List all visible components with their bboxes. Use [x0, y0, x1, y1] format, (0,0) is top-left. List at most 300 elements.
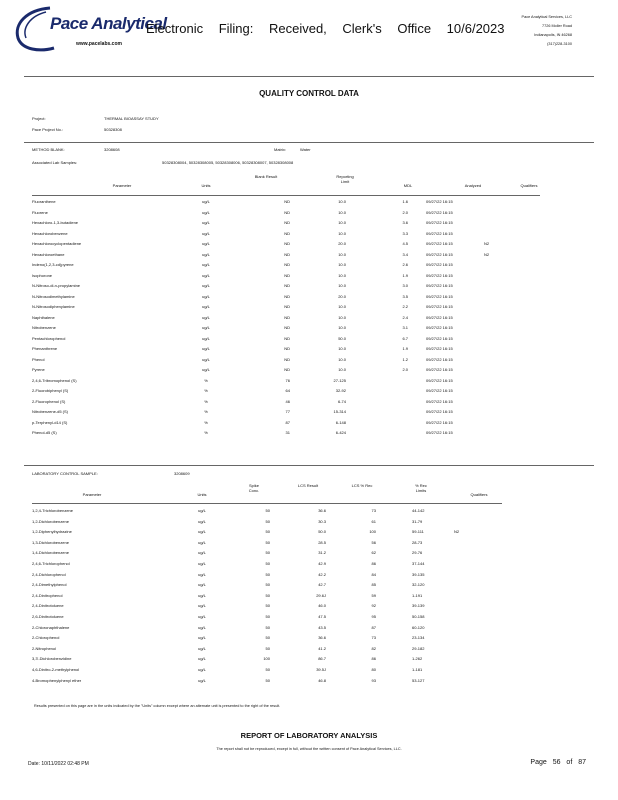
cell-spike: 50	[265, 571, 270, 577]
cell-parameter: Pyrene	[32, 367, 45, 372]
section-title: QUALITY CONTROL DATA	[259, 89, 359, 98]
table-row	[0, 378, 618, 387]
pace-project-value: 50328308	[104, 127, 122, 132]
cell-spike: 50	[265, 518, 270, 524]
cell-parameter: 2,4-Dinitrotoluene	[32, 603, 64, 609]
reproduction-notice: The report shall not be reproduced, except in full, without the written consent of Pace Analytical Services, LLC.	[216, 747, 402, 751]
method-blank-label: METHOD BLANK:	[32, 147, 65, 152]
cell-limits: 32-120	[412, 582, 425, 588]
cell-lcs-rec: 86	[371, 561, 376, 566]
cell-units: ug/L	[198, 656, 206, 662]
cell-mdl: 1.9	[402, 272, 408, 278]
cell-mdl: 3.5	[402, 293, 408, 299]
cell-parameter: 1,4-Dichlorobenzene	[32, 550, 69, 556]
cell-reporting-limit: 6-424	[335, 430, 346, 435]
cell-qualifiers: N2	[484, 241, 490, 246]
cell-reporting-limit: 15-314	[333, 409, 346, 414]
cell-parameter: Hexachlorocyclopentadiene	[32, 241, 82, 246]
cell-blank-result: ND	[284, 262, 290, 267]
cell-lcs-result: 43.5	[318, 624, 326, 630]
cell-spike: 50	[265, 582, 270, 588]
cell-blank-result: ND	[284, 346, 290, 351]
cell-lcs-result: 41.2	[318, 645, 326, 651]
cell-units: ug/L	[202, 199, 210, 204]
cell-blank-result: ND	[284, 293, 290, 299]
col-units: Units	[197, 492, 207, 497]
cell-mdl: 2.0	[402, 367, 408, 372]
cell-reporting-limit: 10.0	[338, 199, 346, 204]
cell-parameter: 1,2-Dichlorobenzene	[32, 518, 69, 524]
table-row	[0, 262, 618, 271]
report-title: REPORT OF LABORATORY ANALYSIS	[240, 731, 378, 740]
cell-lcs-result: 46.0	[318, 603, 326, 609]
cell-lcs-result: 28.5	[318, 539, 326, 545]
col-spike-conc: Spike Conc.	[248, 483, 260, 493]
col-parameter: Parameter	[82, 492, 102, 497]
cell-lcs-rec: 92	[371, 603, 376, 609]
cell-parameter: Phenanthrene	[32, 346, 58, 351]
associated-samples-value: 50328308004, 50328308005, 50328308006, 50328308007, 50328308008	[162, 160, 294, 165]
cell-lcs-rec: 73	[371, 508, 376, 513]
cell-lcs-rec: 85	[371, 582, 376, 588]
cell-units: ug/L	[198, 603, 206, 609]
cell-units: %	[204, 430, 208, 435]
cell-units: ug/L	[198, 582, 206, 588]
cell-analyzed: 09/27/22 16:15	[426, 283, 453, 288]
cell-blank-result: ND	[284, 335, 290, 341]
table-row	[0, 199, 618, 208]
cell-reporting-limit: 10.0	[338, 346, 346, 351]
logo-name: Pace Analytical	[50, 14, 167, 33]
cell-units: ug/L	[198, 614, 206, 619]
cell-analyzed: 09/27/22 16:15	[426, 356, 453, 362]
table-row	[0, 540, 618, 549]
cell-reporting-limit: 10.0	[338, 262, 346, 267]
table-row	[0, 304, 618, 313]
cell-analyzed: 09/27/22 16:15	[426, 209, 453, 215]
cell-limits: 39-139	[412, 603, 425, 609]
cell-units: ug/L	[202, 283, 210, 288]
cell-mdl: 2.2	[402, 304, 408, 309]
cell-reporting-limit: 50.0	[338, 335, 346, 341]
cell-units: ug/L	[198, 508, 206, 513]
cell-lcs-result: 36.6	[318, 508, 326, 513]
address-line: 7726 Moller Road	[542, 24, 572, 28]
cell-spike: 50	[265, 603, 270, 609]
table-row	[0, 582, 618, 591]
pace-project-label: Pace Project No.:	[32, 127, 64, 132]
cell-units: ug/L	[202, 325, 210, 330]
cell-parameter: Phenol	[32, 356, 45, 362]
cell-blank-result: 76	[285, 377, 290, 383]
cell-blank-result: ND	[284, 325, 290, 330]
cell-analyzed: 09/27/22 16:15	[426, 241, 453, 246]
cell-lcs-result: 36.6	[318, 635, 326, 641]
cell-units: ug/L	[202, 335, 210, 341]
col-lcs-result: LCS Result	[297, 483, 319, 488]
cell-analyzed: 09/27/22 16:15	[426, 398, 453, 404]
cell-parameter: Phenol-d5 (S)	[32, 430, 57, 435]
cell-reporting-limit: 10.0	[338, 272, 346, 278]
cell-spike: 100	[263, 656, 270, 662]
page-number: Page 56 of 87	[530, 759, 586, 766]
cell-limits: 50-158	[412, 614, 425, 619]
cell-units: %	[204, 377, 208, 383]
cell-parameter: N-Nitrosodimethylamine	[32, 293, 75, 299]
cell-units: ug/L	[198, 550, 206, 556]
cell-limits: 59-111	[412, 529, 424, 535]
cell-mdl: 2.6	[402, 262, 408, 267]
cell-blank-result: 87	[285, 419, 290, 425]
cell-parameter: 2-Chloronaphthalene	[32, 624, 70, 630]
lab-address	[522, 13, 572, 49]
cell-reporting-limit: 10.0	[338, 220, 346, 225]
cell-parameter: 1,3-Dichlorobenzene	[32, 539, 69, 545]
cell-lcs-result: 42.9	[318, 561, 326, 566]
table-row	[0, 646, 618, 655]
cell-limits: 44-142	[412, 508, 425, 513]
table-row	[0, 550, 618, 559]
cell-units: ug/L	[202, 367, 210, 372]
cell-parameter: Hexachloroethane	[32, 251, 65, 257]
cell-units: ug/L	[198, 677, 206, 683]
cell-analyzed: 09/27/22 16:15	[426, 409, 453, 414]
cell-analyzed: 09/27/22 16:15	[426, 230, 453, 236]
cell-units: ug/L	[202, 251, 210, 257]
cell-parameter: N-Nitrosodiphenylamine	[32, 304, 75, 309]
cell-parameter: 2-Chlorophenol	[32, 635, 60, 641]
cell-lcs-result: 47.5	[318, 614, 326, 619]
cell-parameter: Nitrobenzene-d5 (S)	[32, 409, 69, 414]
matrix-label: Matrix:	[274, 147, 286, 152]
lcs-column-headers	[0, 482, 618, 502]
table-row	[0, 346, 618, 355]
cell-blank-result: ND	[284, 272, 290, 278]
cell-parameter: 1,2-Diphenylhydrazine	[32, 529, 72, 535]
cell-spike: 50	[265, 624, 270, 630]
cell-spike: 50	[265, 667, 270, 672]
table-row	[0, 508, 618, 517]
table-row	[0, 231, 618, 240]
cell-blank-result: ND	[284, 367, 290, 372]
cell-blank-result: ND	[284, 251, 290, 257]
cell-lcs-rec: 61	[371, 518, 376, 524]
cell-analyzed: 09/27/22 16:15	[426, 293, 453, 299]
method-blank-id: 3208608	[104, 147, 120, 152]
method-blank-column-headers	[0, 173, 618, 195]
cell-limits: 23-134	[412, 635, 425, 641]
table-row	[0, 241, 618, 250]
cell-parameter: Isophorone	[32, 272, 53, 278]
cell-units: ug/L	[198, 529, 206, 535]
address-line: (317)228-3100	[547, 42, 572, 46]
cell-lcs-result: 42.2	[318, 571, 326, 577]
cell-units: ug/L	[202, 241, 210, 246]
cell-blank-result: 46	[285, 398, 290, 404]
cell-units: ug/L	[202, 209, 210, 215]
cell-parameter: 2-Fluorobiphenyl (S)	[32, 388, 69, 393]
col-units: Units	[201, 183, 211, 188]
cell-parameter: 4-Bromophenylphenyl ether	[32, 677, 82, 683]
cell-spike: 50	[265, 550, 270, 556]
cell-reporting-limit: 10.0	[338, 230, 346, 236]
cell-analyzed: 09/27/22 16:15	[426, 251, 453, 257]
cell-mdl: 1.2	[402, 356, 408, 362]
cell-units: ug/L	[198, 624, 206, 630]
cell-lcs-result: 39.5J	[316, 667, 326, 672]
cell-reporting-limit: 10.0	[338, 283, 346, 288]
cell-parameter: Pentachlorophenol	[32, 335, 66, 341]
project-value: THERMAL BIOASSAY STUDY	[104, 116, 159, 121]
table-row	[0, 614, 618, 623]
table-row	[0, 273, 618, 282]
section-rule	[24, 142, 594, 143]
table-row	[0, 315, 618, 324]
cell-units: ug/L	[202, 346, 210, 351]
cell-analyzed: 09/27/22 16:15	[426, 314, 453, 320]
col-rec-limits: % Rec Limits	[415, 483, 427, 493]
logo-url: www.pacelabs.com	[76, 41, 122, 47]
table-row	[0, 294, 618, 303]
cell-mdl: 3.6	[402, 220, 408, 225]
results-footnote: Results presented on this page are in the units indicated by the "Units" column except where an alternate unit is presented to the right of the result.	[34, 704, 281, 708]
cell-mdl: 3.0	[402, 283, 408, 288]
col-parameter: Parameter	[112, 183, 132, 188]
cell-lcs-result: 46.8	[318, 677, 326, 683]
cell-blank-result: ND	[284, 220, 290, 225]
cell-analyzed: 09/27/22 16:15	[426, 419, 453, 425]
cell-blank-result: ND	[284, 314, 290, 320]
cell-reporting-limit: 6-74	[337, 398, 346, 404]
cell-reporting-limit: 20.0	[338, 293, 346, 299]
cell-units: ug/L	[198, 571, 206, 577]
cell-analyzed: 09/27/22 16:15	[426, 335, 453, 341]
table-row	[0, 325, 618, 334]
cell-spike: 50	[265, 529, 270, 535]
cell-limits: 1-181	[412, 667, 423, 672]
header-rule	[24, 76, 594, 77]
cell-limits: 31-79	[412, 518, 423, 524]
cell-parameter: Indeno(1,2,3-cd)pyrene	[32, 262, 74, 267]
table-row	[0, 572, 618, 581]
cell-parameter: 2,4,6-Trichlorophenol	[32, 561, 70, 566]
table-row	[0, 656, 618, 665]
cell-parameter: Fluoranthene	[32, 199, 56, 204]
address-line: Pace Analytical Services, LLC	[521, 15, 572, 19]
cell-qualifiers: N2	[454, 529, 460, 535]
cell-reporting-limit: 10.0	[338, 356, 346, 362]
cell-blank-result: ND	[284, 241, 290, 246]
cell-lcs-rec: 100	[369, 529, 376, 535]
cell-reporting-limit: 10.0	[338, 251, 346, 257]
cell-limits: 37-144	[412, 561, 425, 566]
cell-mdl: 4.5	[402, 241, 408, 246]
cell-parameter: p-Terphenyl-d14 (S)	[32, 419, 68, 425]
cell-reporting-limit: 10.0	[338, 367, 346, 372]
cell-analyzed: 09/27/22 16:15	[426, 272, 453, 278]
cell-mdl: 6.7	[402, 335, 408, 341]
col-lcs-rec: LCS % Rec	[351, 483, 373, 488]
table-row	[0, 252, 618, 261]
table-row	[0, 678, 618, 687]
col-reporting-limit: Reporting Limit	[336, 174, 354, 184]
cell-limits: 29-182	[412, 645, 425, 651]
cell-analyzed: 09/27/22 16:15	[426, 377, 453, 383]
cell-units: ug/L	[198, 561, 206, 566]
cell-units: ug/L	[202, 230, 210, 236]
cell-units: ug/L	[202, 220, 210, 225]
header-underline	[32, 503, 502, 504]
table-row	[0, 430, 618, 439]
cell-reporting-limit: 10.0	[338, 304, 346, 309]
cell-lcs-rec: 84	[371, 571, 376, 577]
cell-parameter: N-Nitroso-di-n-propylamine	[32, 283, 81, 288]
cell-mdl: 3.3	[402, 230, 408, 236]
cell-lcs-rec: 86	[371, 656, 376, 662]
table-row	[0, 667, 618, 676]
cell-units: ug/L	[198, 635, 206, 641]
cell-analyzed: 09/27/22 16:15	[426, 430, 453, 435]
cell-lcs-rec: 59	[371, 592, 376, 598]
table-row	[0, 603, 618, 612]
cell-blank-result: 64	[285, 388, 290, 393]
cell-mdl: 3.4	[402, 251, 408, 257]
table-row	[0, 409, 618, 418]
cell-parameter: 2,4-Dinitrophenol	[32, 592, 63, 598]
cell-lcs-result: 50.0	[318, 529, 326, 535]
cell-analyzed: 09/27/22 16:15	[426, 220, 453, 225]
cell-blank-result: ND	[284, 356, 290, 362]
table-row	[0, 210, 618, 219]
cell-parameter: 2,4-Dimethylphenol	[32, 582, 67, 588]
cell-spike: 50	[265, 508, 270, 513]
cell-reporting-limit: 10.0	[338, 314, 346, 320]
col-mdl: MDL	[403, 183, 413, 188]
cell-blank-result: ND	[284, 230, 290, 236]
cell-units: ug/L	[202, 293, 210, 299]
cell-mdl: 1.6	[402, 199, 408, 204]
cell-lcs-result: 42.7	[318, 582, 326, 588]
cell-parameter: 2-Fluorophenol (S)	[32, 398, 66, 404]
cell-mdl: 3.1	[402, 325, 408, 330]
cell-limits: 1-262	[412, 656, 423, 662]
cell-blank-result: ND	[284, 209, 290, 215]
col-blank-result: Blank Result	[254, 174, 278, 179]
table-row	[0, 625, 618, 634]
cell-blank-result: 77	[285, 409, 290, 414]
col-analyzed: Analyzed	[464, 183, 482, 188]
efiling-stamp: Electronic Filing: Received, Clerk's Office 10/6/2023	[146, 21, 505, 36]
cell-units: %	[204, 398, 208, 404]
cell-analyzed: 09/27/22 16:15	[426, 199, 453, 204]
table-row	[0, 519, 618, 528]
cell-parameter: 2,4,6-Tribromophenol (S)	[32, 377, 77, 383]
cell-reporting-limit: 32-92	[335, 388, 346, 393]
report-date: Date: 10/11/2022 02:48 PM	[28, 761, 89, 767]
table-row	[0, 388, 618, 397]
cell-parameter: 2,6-Dinitrotoluene	[32, 614, 64, 619]
project-label: Project:	[32, 116, 46, 121]
table-row	[0, 367, 618, 376]
table-row	[0, 561, 618, 570]
cell-lcs-rec: 87	[371, 624, 376, 630]
cell-analyzed: 09/27/22 16:15	[426, 262, 453, 267]
cell-units: ug/L	[202, 262, 210, 267]
table-row	[0, 420, 618, 429]
cell-lcs-result: 31.2	[318, 550, 326, 556]
cell-reporting-limit: 20.0	[338, 241, 346, 246]
cell-reporting-limit: 6-148	[335, 419, 346, 425]
cell-parameter: Hexachloro-1,3-butadiene	[32, 220, 79, 225]
associated-samples-label: Associated Lab Samples:	[32, 160, 78, 165]
cell-parameter: 2,4-Dichlorophenol	[32, 571, 66, 577]
cell-units: ug/L	[198, 518, 206, 524]
cell-mdl: 2.4	[402, 314, 408, 320]
cell-reporting-limit: 10.0	[338, 325, 346, 330]
table-row	[0, 283, 618, 292]
cell-parameter: Fluorene	[32, 209, 48, 215]
cell-analyzed: 09/27/22 16:15	[426, 325, 453, 330]
cell-units: ug/L	[202, 304, 210, 309]
cell-parameter: Naphthalene	[32, 314, 55, 320]
cell-lcs-rec: 95	[371, 614, 376, 619]
cell-parameter: Nitrobenzene	[32, 325, 56, 330]
cell-units: %	[204, 419, 208, 425]
cell-lcs-rec: 80	[371, 667, 376, 672]
cell-spike: 50	[265, 677, 270, 683]
cell-limits: 39-135	[412, 571, 425, 577]
cell-units: ug/L	[202, 272, 210, 278]
cell-limits: 53-127	[412, 677, 425, 683]
cell-units: ug/L	[198, 592, 206, 598]
cell-spike: 50	[265, 614, 270, 619]
cell-parameter: 1,2,4-Trichlorobenzene	[32, 508, 73, 513]
cell-parameter: 3,3'-Dichlorobenzidine	[32, 656, 72, 662]
cell-units: ug/L	[202, 314, 210, 320]
cell-blank-result: ND	[284, 283, 290, 288]
cell-limits: 29-76	[412, 550, 423, 556]
table-row	[0, 220, 618, 229]
table-row	[0, 357, 618, 366]
cell-analyzed: 09/27/22 16:15	[426, 346, 453, 351]
cell-units: ug/L	[198, 539, 206, 545]
lcs-id: 3208609	[174, 471, 190, 476]
cell-spike: 50	[265, 635, 270, 641]
cell-mdl: 1.9	[402, 346, 408, 351]
cell-lcs-rec: 62	[371, 550, 376, 556]
cell-limits: 1-191	[412, 592, 423, 598]
cell-lcs-rec: 56	[371, 539, 376, 545]
table-row	[0, 336, 618, 345]
cell-lcs-result: 30.3	[318, 518, 326, 524]
cell-limits: 28-73	[412, 539, 423, 545]
address-line: Indianapolis, IN 46268	[534, 33, 572, 37]
cell-units: %	[204, 388, 208, 393]
cell-reporting-limit: 10.0	[338, 209, 346, 215]
cell-lcs-result: 29.6J	[316, 592, 326, 598]
cell-lcs-result: 86.7	[318, 656, 326, 662]
section-rule	[24, 465, 594, 466]
cell-reporting-limit: 27-125	[333, 377, 346, 383]
cell-analyzed: 09/27/22 16:15	[426, 304, 453, 309]
cell-blank-result: 31	[285, 430, 290, 435]
header-underline	[32, 195, 540, 196]
col-qualifiers: Qualifiers	[470, 492, 488, 497]
cell-limits: 60-120	[412, 624, 425, 630]
matrix-value: Water	[300, 147, 311, 152]
cell-qualifiers: N2	[484, 251, 490, 257]
cell-blank-result: ND	[284, 199, 290, 204]
